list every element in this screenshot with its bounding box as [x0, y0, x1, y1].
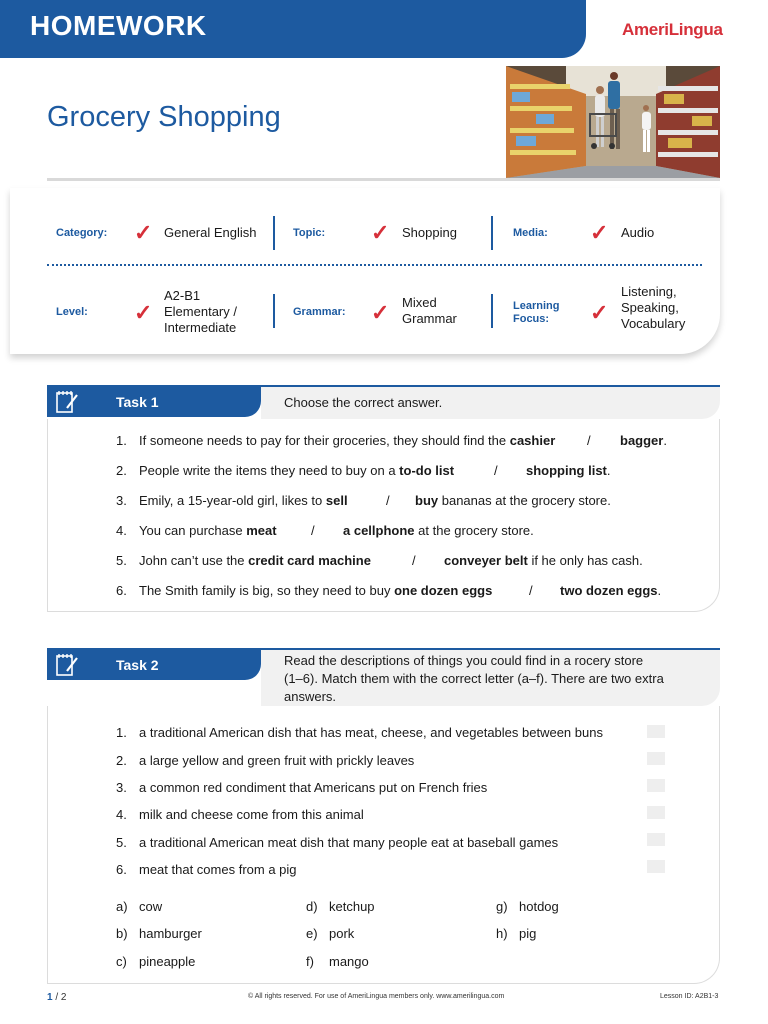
media-check-icon: ✓	[590, 220, 609, 245]
level-value	[164, 288, 237, 336]
lesson-info-card	[10, 188, 720, 354]
notepad-pencil-icon	[55, 389, 81, 415]
choice-tail	[343, 523, 534, 538]
choice-slash: /	[386, 493, 390, 508]
option-letter: d)	[306, 899, 318, 914]
info-dotted-divider	[47, 264, 702, 266]
choice-slash: /	[587, 433, 591, 448]
task1-instruction: Choose the correct answer.	[284, 395, 443, 410]
choice-option-b[interactable]: shopping list	[526, 463, 607, 478]
choice-slash: /	[529, 583, 533, 598]
question-text-part: bananas at the grocery store.	[438, 493, 611, 508]
category-check-icon: ✓	[134, 220, 153, 245]
option-letter: f)	[306, 954, 314, 969]
option-word: cow	[139, 899, 163, 914]
learning-focus-value-line: Vocabulary	[621, 316, 686, 331]
description-number: 6.	[116, 862, 127, 877]
option-word: pig	[519, 926, 537, 941]
description-text: a common red condiment that Americans put on French fries	[139, 780, 488, 795]
grammar-value-line: Mixed	[402, 295, 437, 310]
description-text: milk and cheese come from this animal	[139, 807, 364, 822]
info-separator	[491, 294, 493, 328]
question-text-part: at the grocery store.	[414, 523, 534, 538]
topic-check-icon: ✓	[371, 220, 390, 245]
grammar-value-line: Grammar	[402, 311, 457, 326]
question-number: 4.	[116, 523, 127, 538]
task2-header	[47, 648, 720, 706]
info-separator	[273, 294, 275, 328]
learning-focus-label-line: Learning	[513, 300, 560, 312]
task1-instruction-box	[261, 385, 720, 419]
grammar-label: Grammar:	[293, 306, 346, 318]
question-text-part: .	[657, 583, 662, 598]
choice-slash: /	[412, 553, 416, 568]
choice-option-b[interactable]: conveyer belt	[444, 553, 528, 568]
description-text: meat that comes from a pig	[139, 862, 297, 877]
choice-option-a[interactable]: credit card machine	[248, 553, 371, 568]
level-value-line: Intermediate	[164, 320, 237, 335]
category-label: Category:	[56, 227, 108, 239]
amerilingua-logo	[622, 20, 723, 40]
answer-box[interactable]	[647, 725, 665, 738]
answer-box[interactable]	[647, 752, 665, 765]
question-text	[139, 583, 492, 598]
question-text	[139, 523, 277, 538]
choice-option-a[interactable]: to-do list	[399, 463, 455, 478]
page-number	[47, 992, 66, 1003]
task1-badge	[47, 385, 261, 417]
question-text	[139, 493, 348, 508]
grammar-value	[402, 295, 457, 327]
task1-header	[47, 385, 720, 419]
question-text-part: You can purchase	[139, 523, 247, 538]
question-text-part: John can’t use the	[139, 553, 249, 568]
option-word: pineapple	[139, 954, 196, 969]
option-word: hamburger	[139, 926, 202, 941]
choice-option-a[interactable]: meat	[246, 523, 277, 538]
option-word: ketchup	[329, 899, 375, 914]
task2-badge	[47, 648, 261, 680]
choice-option-b[interactable]: a cellphone	[343, 523, 415, 538]
answer-box[interactable]	[647, 860, 665, 873]
description-number: 1.	[116, 725, 127, 740]
question-text-part: .	[663, 433, 667, 448]
lesson-title: Grocery Shopping	[47, 101, 281, 133]
question-number: 6.	[116, 583, 127, 598]
question-text-part: Emily, a 15-year-old girl, likes to	[139, 493, 326, 508]
learning-focus-label	[513, 300, 559, 326]
question-text	[139, 463, 454, 478]
logo-text-left: Ameri	[622, 20, 669, 39]
title-divider	[47, 178, 720, 181]
task2-instruction-line: answers.	[284, 689, 337, 704]
description-text: a traditional American meat dish that many people eat at baseball games	[139, 835, 559, 850]
learning-focus-value-line: Listening,	[621, 284, 677, 299]
page-total: / 2	[52, 992, 67, 1003]
option-letter: b)	[116, 926, 128, 941]
option-word: pork	[329, 926, 355, 941]
topic-label: Topic:	[293, 227, 326, 239]
task2-instruction-line: (1–6). Match them with the correct letter (a–f). There are two extra	[284, 671, 664, 686]
grammar-check-icon: ✓	[371, 300, 390, 325]
choice-option-b[interactable]: buy	[415, 493, 439, 508]
question-text-part: People write the items they need to buy on a	[139, 463, 400, 478]
answer-box[interactable]	[647, 806, 665, 819]
choice-option-a[interactable]: sell	[325, 493, 348, 508]
question-text-part: .	[606, 463, 611, 478]
question-number: 5.	[116, 553, 127, 568]
task2-instruction	[284, 652, 664, 706]
description-number: 5.	[116, 835, 127, 850]
learning-focus-value	[621, 284, 685, 332]
description-number: 3.	[116, 780, 127, 795]
option-letter: e)	[306, 926, 318, 941]
copyright-notice: © All rights reserved. For use of AmeriLingua members only. www.amerilingua.com	[248, 993, 505, 1000]
description-text: a traditional American dish that has meat, cheese, and vegetables between buns	[139, 725, 603, 740]
task2-title: Task 2	[116, 657, 159, 673]
question-text-part: if he only has cash.	[527, 553, 643, 568]
page-current: 1	[47, 992, 53, 1003]
choice-option-b[interactable]: bagger	[620, 433, 664, 448]
header-bar	[0, 0, 586, 58]
choice-option-a[interactable]: cashier	[509, 433, 556, 448]
question-text-part: The Smith family is big, so they need to buy	[139, 583, 395, 598]
description-text: a large yellow and green fruit with prickly leaves	[139, 753, 415, 768]
answer-box[interactable]	[647, 779, 665, 792]
task2-instruction-line: Read the descriptions of things you could find in a rocery store	[284, 653, 644, 668]
choice-tail	[560, 583, 661, 598]
choice-tail	[415, 493, 611, 508]
grocery-aisle-illustration	[506, 66, 720, 178]
option-letter: h)	[496, 926, 508, 941]
level-label: Level:	[56, 306, 88, 318]
question-number: 3.	[116, 493, 127, 508]
option-word: mango	[329, 954, 369, 969]
question-text	[139, 433, 555, 448]
level-value-line: A2-B1	[164, 288, 201, 303]
choice-option-a[interactable]: one dozen eggs	[394, 583, 493, 598]
question-text	[139, 553, 371, 568]
level-value-line: Elementary /	[164, 304, 237, 319]
learning-focus-check-icon: ✓	[590, 300, 609, 325]
question-text-part: If someone needs to pay for their groceries, they should find the	[139, 433, 510, 448]
description-number: 2.	[116, 753, 127, 768]
option-letter: g)	[496, 899, 508, 914]
option-letter: c)	[116, 954, 127, 969]
learning-focus-value-line: Speaking,	[621, 300, 679, 315]
choice-slash: /	[494, 463, 498, 478]
info-separator	[491, 216, 493, 250]
question-number: 1.	[116, 433, 127, 448]
choice-tail	[444, 553, 643, 568]
choice-option-b[interactable]: two dozen eggs	[560, 583, 658, 598]
info-separator	[273, 216, 275, 250]
question-number: 2.	[116, 463, 127, 478]
learning-focus-label-line: Focus:	[513, 313, 550, 325]
media-value: Audio	[621, 225, 655, 240]
media-label: Media:	[513, 227, 548, 239]
choice-tail	[526, 463, 611, 478]
option-word: hotdog	[519, 899, 559, 914]
task2-instruction-box	[261, 648, 720, 706]
option-letter: a)	[116, 899, 128, 914]
lesson-id: Lesson ID: A2B1-3	[660, 993, 719, 1000]
topic-value: Shopping	[402, 225, 457, 240]
level-check-icon: ✓	[134, 300, 153, 325]
task1-title: Task 1	[116, 394, 159, 410]
logo-text-right: Lingua	[668, 20, 723, 39]
choice-slash: /	[311, 523, 315, 538]
notepad-pencil-icon	[55, 652, 81, 678]
document-type-title: HOMEWORK	[30, 10, 207, 41]
choice-tail	[620, 433, 667, 448]
grocery-aisle-photo	[506, 66, 720, 178]
answer-box[interactable]	[647, 833, 665, 846]
description-number: 4.	[116, 807, 127, 822]
category-value: General English	[164, 225, 257, 240]
